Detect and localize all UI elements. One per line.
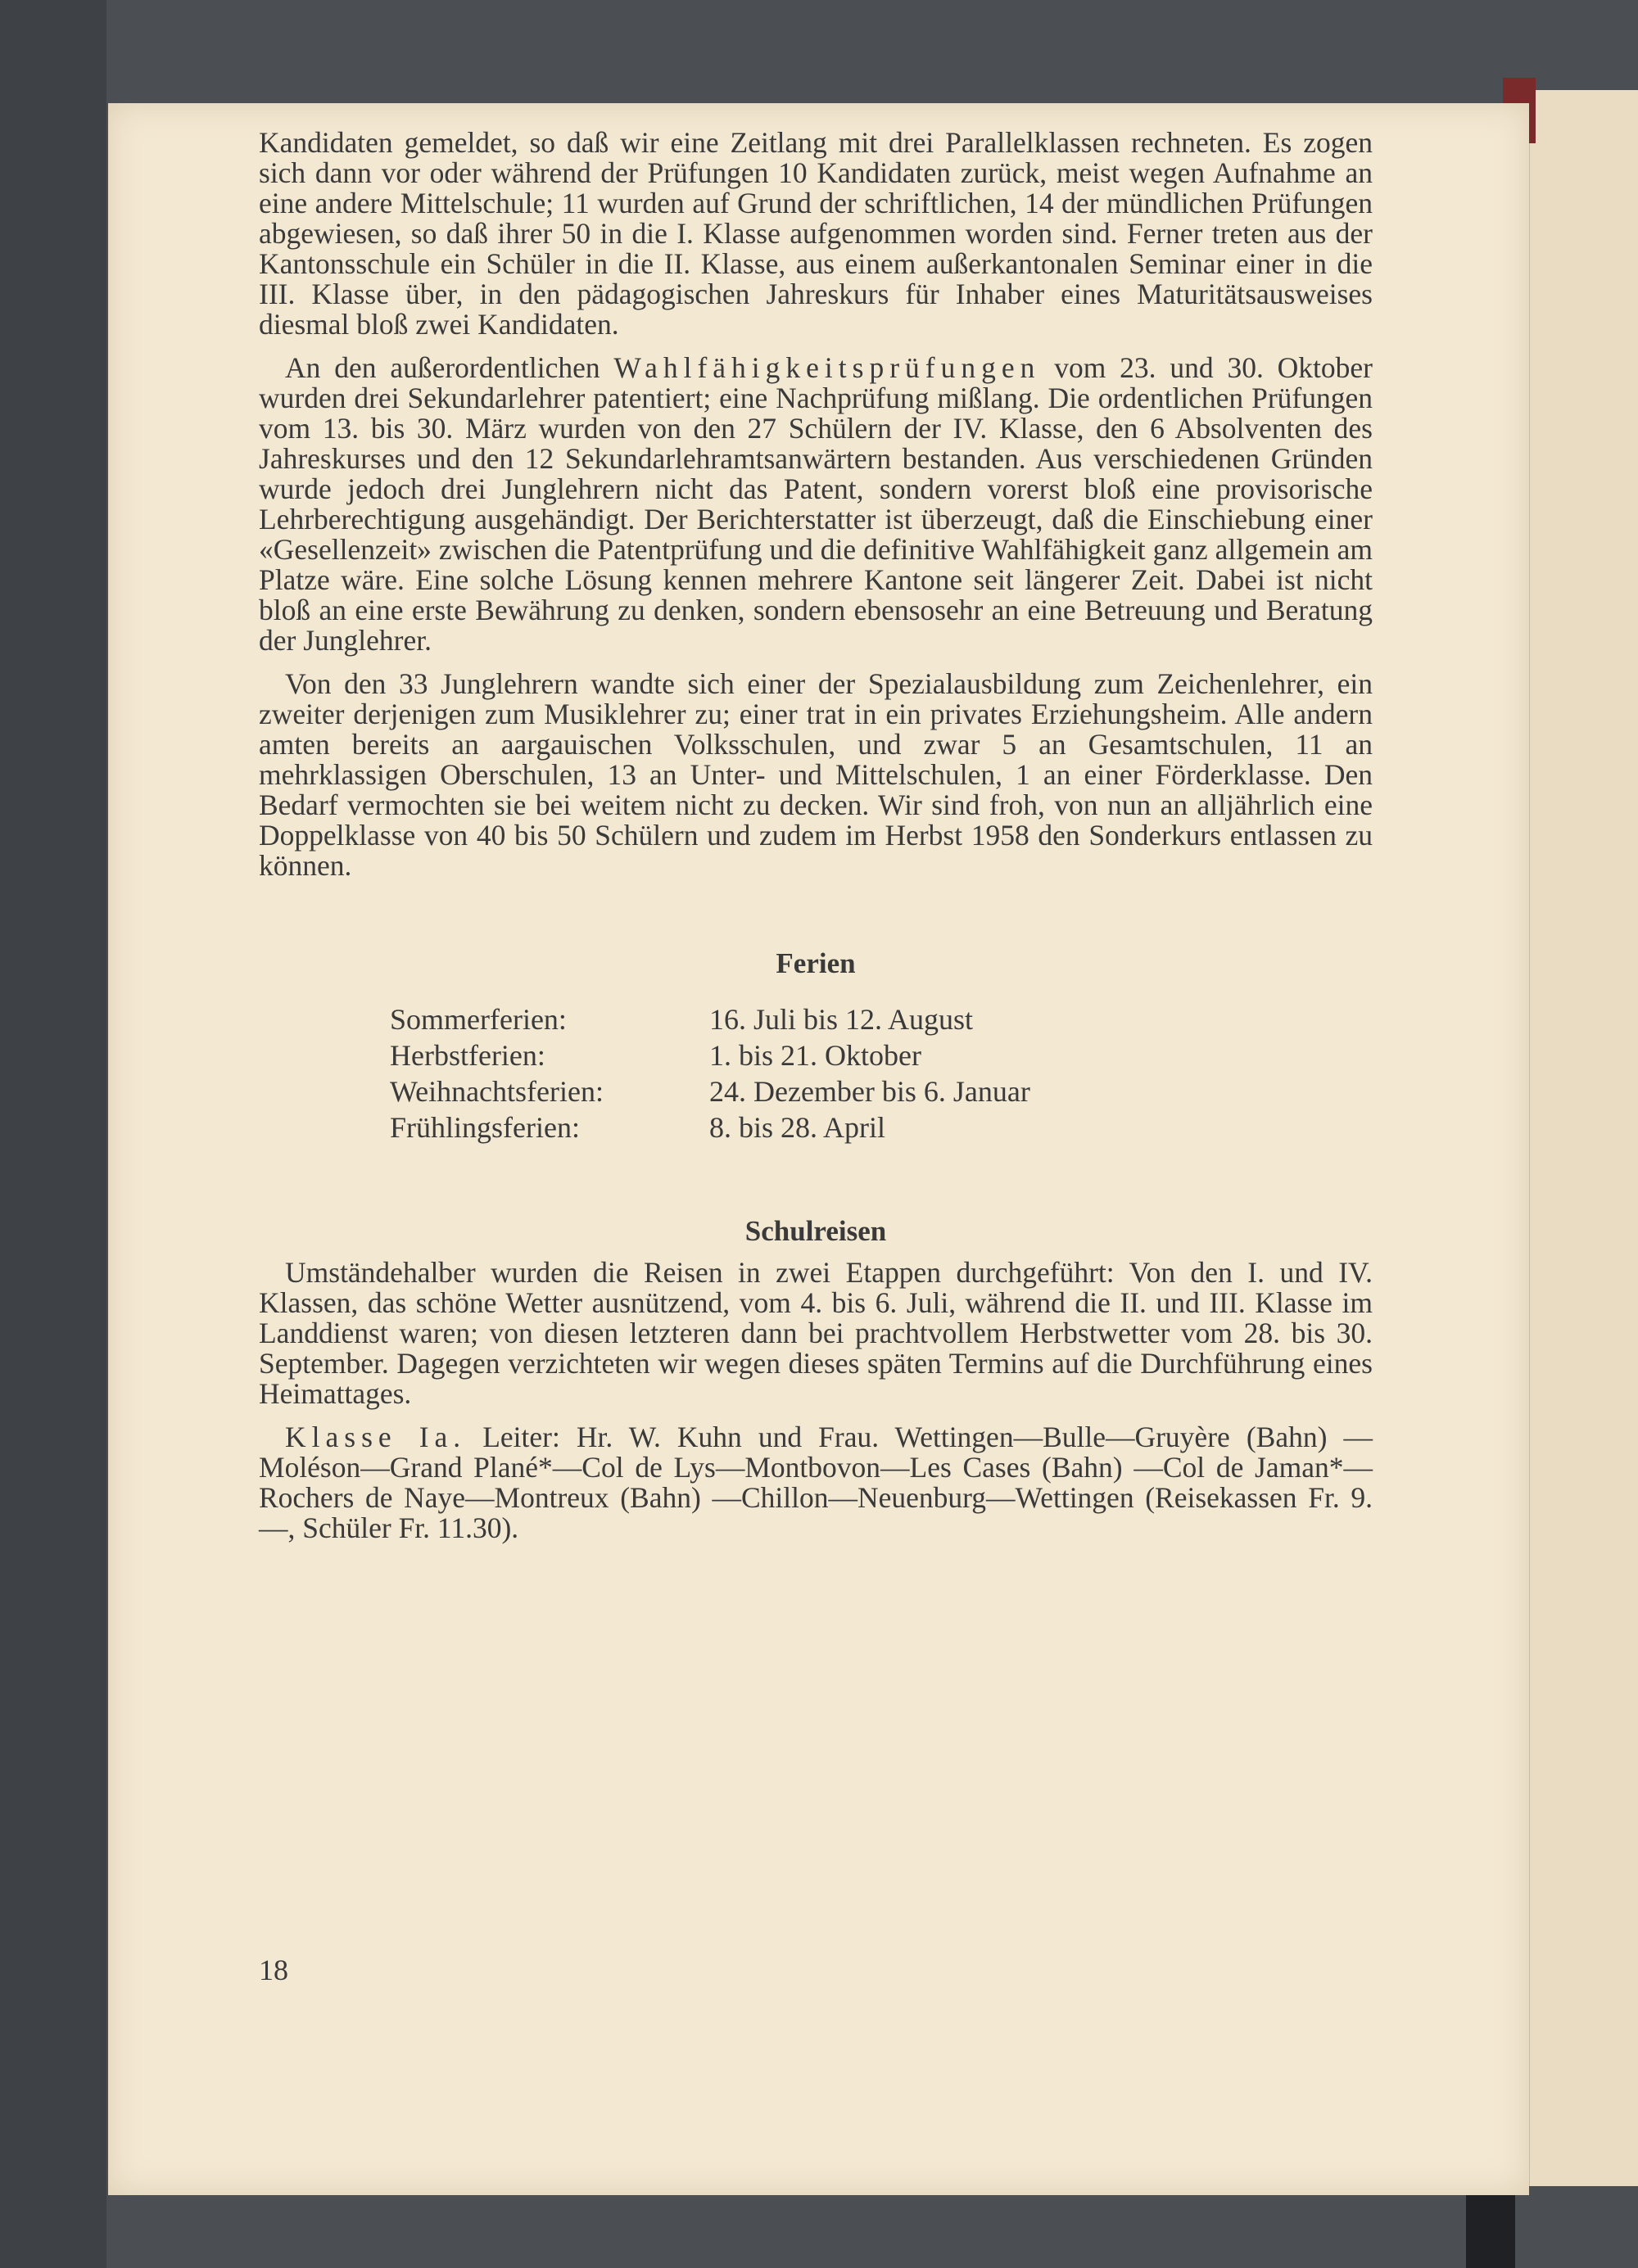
text-run: vom 23. und 30. Oktober wurden drei Sekundarlehrer patentiert; eine Nachprüfung mißlang. Die ordentlichen Prüfungen vom 13. bis 30. März wurden von den 27 Schülern der IV. Klasse, den 6 Absolventen des Jahreskurses und den 12 Sekundarlehramtsanwärtern bestanden. Aus verschiedenen Gründen wurde jedoch drei Junglehrern nicht das Patent, sondern vorerst bloß eine provisorische Lehrberechtigung ausgehändigt. Der Berichterstatter ist überzeugt, daß die Einschiebung einer «Gesellenzeit» zwischen die Patentprüfung und die definitive Wahlfähigkeit ganz allgemein am Platze wäre. Eine solche Lösung kennen mehrere Kantone seit längerer Zeit. Dabei ist nicht bloß an eine erste Bewährung zu denken, sondern ebensosehr an eine Betreuung und Beratung der Junglehrer. bbox=[259, 351, 1373, 657]
ferien-label: Herbstferien: bbox=[390, 1039, 545, 1072]
paragraph-reisen bbox=[259, 1258, 1373, 1409]
adjacent-page-edge bbox=[1527, 90, 1638, 2186]
page-content bbox=[259, 128, 1373, 1543]
ferien-label: Frühlingsferien: bbox=[390, 1111, 580, 1144]
spaced-term: Wahlfähigkeitsprüfungen bbox=[613, 351, 1041, 384]
ferien-label: Sommerferien: bbox=[390, 1003, 567, 1036]
section-heading-schulreisen: Schulreisen bbox=[744, 1215, 887, 1247]
ferien-dates: 8. bis 28. April bbox=[709, 1111, 886, 1144]
page-number: 18 bbox=[259, 1954, 288, 1986]
ferien-row bbox=[390, 1113, 1030, 1149]
text-run: An den außerordentlichen bbox=[285, 351, 614, 384]
text-run: Kandidaten gemeldet, so daß wir eine Zeitlang mit drei Parallelklassen rechneten. Es zogen sich dann vor oder während der Prüfungen 10 Kandidaten zurück, meist wegen Aufnahme an eine andere Mittelschule; 11 wurden auf Grund der schriftlichen, 14 der mündlichen Prüfungen abgewiesen, so daß ihrer 50 in die I. Klasse aufgenommen worden sind. Ferner treten aus der Kantonsschule ein Schüler in die II. Klasse, aus einem außerkantonalen Seminar einer in die III. Klasse über, in den pädagogischen Jahreskurs für Inhaber eines Maturitätsausweises diesmal bloß zwei Kandidaten. bbox=[259, 126, 1373, 341]
ferien-row bbox=[390, 1005, 1030, 1041]
ferien-dates: 16. Juli bis 12. August bbox=[709, 1003, 974, 1036]
ferien-label: Weihnachtsferien: bbox=[390, 1075, 604, 1108]
text-run: Von den 33 Junglehrern wandte sich einer der Spezialausbildung zum Zeichenlehrer, ein zweiter derjenigen zum Musiklehrer zu; einer trat in ein privates Erziehungsheim. Alle andern amten bereits an aargauischen Volksschulen, und zwar 5 an Gesamtschulen, 11 an mehrklassigen Oberschulen, 13 an Unter- und Mittelschulen, 1 an einer Förderklasse. Den Bedarf vermochten sie bei weitem nicht zu decken. Wir sind froh, von nun an alljährlich eine Doppelklasse von 40 bis 50 Schülern und zudem im Herbst 1958 den Sonderkurs entlassen zu können. bbox=[259, 667, 1373, 882]
section-heading-ferien: Ferien bbox=[776, 947, 856, 979]
ferien-row bbox=[390, 1077, 1030, 1113]
paragraph-pruefungen bbox=[259, 353, 1373, 656]
class-label: Klasse Ia. bbox=[285, 1421, 467, 1453]
paragraph-klasse-ia bbox=[259, 1422, 1373, 1543]
ferien-table bbox=[390, 1005, 1030, 1149]
paragraph-junglehrer bbox=[259, 669, 1373, 881]
book-spine-shadow bbox=[0, 0, 106, 2268]
text-run: Umständehalber wurden die Reisen in zwei Etappen durchgeführt: Von den I. und IV. Klassen, das schöne Wetter ausnützend, vom 4. bis 6. Juli, während die II. und III. Klasse im Landdienst waren; von diesen letzteren dann bei prachtvollem Herbstwetter vom 28. bis 30. September. Dagegen verzichteten wir wegen dieses späten Termins auf die Durchführung eines Heimattages. bbox=[259, 1256, 1373, 1410]
paragraph-kandidaten bbox=[259, 128, 1373, 340]
text-run: Leiter: Hr. W. Kuhn und Frau. Wettingen—Bulle—Gruyère (Bahn) —Moléson—Grand Plané*—Col de Lys—Montbovon—Les Cases (Bahn) —Col de Jaman*—Rochers de Naye—Montreux (Bahn) —Chillon—Neuenburg—Wettingen (Reisekassen Fr. 9.—, Schüler Fr. 11.30). bbox=[259, 1421, 1373, 1544]
ferien-row bbox=[390, 1041, 1030, 1077]
ferien-dates: 1. bis 21. Oktober bbox=[709, 1039, 921, 1072]
ferien-dates: 24. Dezember bis 6. Januar bbox=[709, 1075, 1030, 1108]
